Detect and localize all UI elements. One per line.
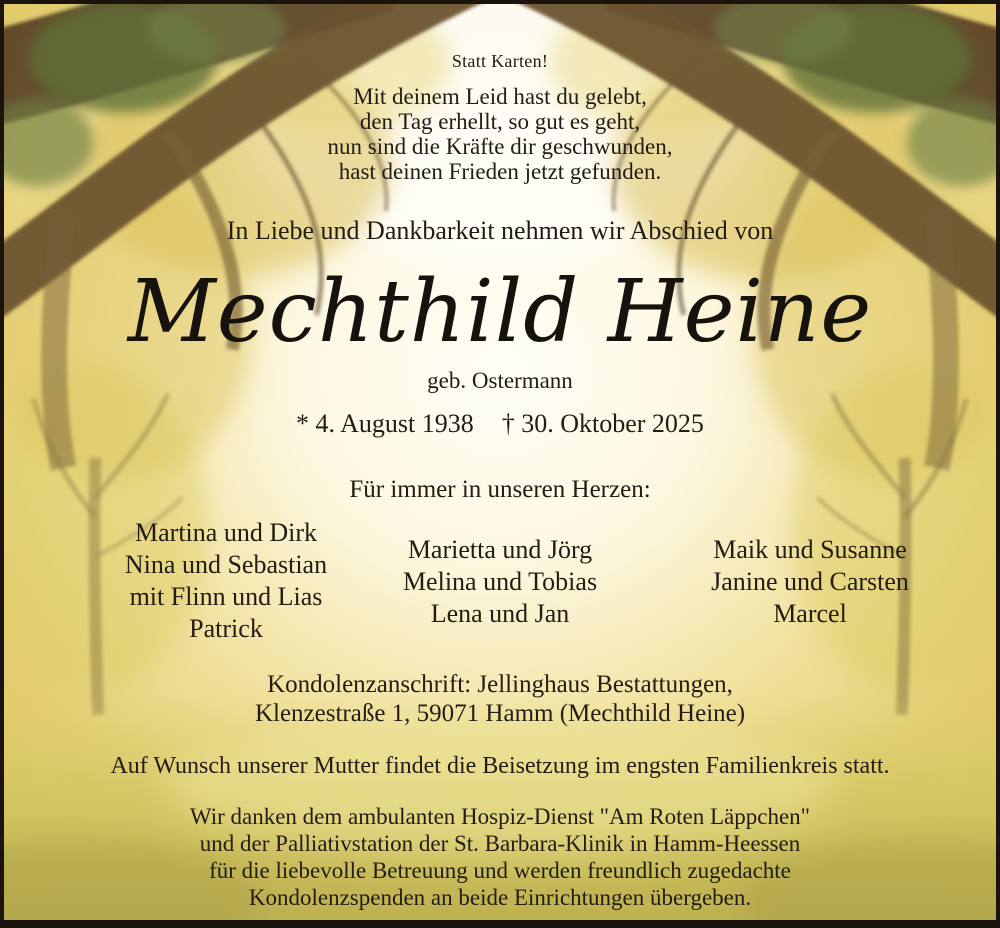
poem-line: hast deinen Frieden jetzt gefunden. — [338, 159, 662, 184]
condolence-line: Klenzestraße 1, 59071 Hamm (Mechthild Heine) — [254, 700, 746, 727]
notice-content — [4, 4, 996, 920]
deceased-name: Mechthild Heine — [127, 262, 873, 362]
mourners-section — [4, 517, 996, 662]
birth-date: * 4. August 1938 — [296, 409, 474, 438]
mourners-column-right — [610, 534, 1000, 630]
thanks-line: für die liebevolle Betreuung und werden freundlich zugedachte — [209, 858, 791, 883]
memorial-poem — [4, 84, 996, 184]
thanks-paragraph — [4, 803, 996, 911]
mourner-line: Marietta und Jörg — [407, 535, 593, 564]
pre-header: Statt Karten! — [451, 51, 549, 71]
mourner-line: Patrick — [189, 614, 263, 643]
farewell-intro: In Liebe und Dankbarkeit nehmen wir Abschied von — [226, 216, 774, 245]
thanks-line: Kondolenzspenden an beide Einrichtungen übergeben. — [248, 885, 752, 910]
condolence-line: Kondolenzanschrift: Jellinghaus Bestattungen, — [267, 671, 733, 698]
mourner-line: Martina und Dirk — [135, 518, 317, 547]
poem-line: nun sind die Kräfte dir geschwunden, — [327, 134, 673, 159]
mourner-line: Melina und Tobias — [402, 567, 598, 596]
poem-line: den Tag erhellt, so gut es geht, — [359, 109, 641, 134]
death-date: † 30. Oktober 2025 — [501, 409, 704, 438]
mourner-line: Marcel — [773, 599, 847, 628]
thanks-line: Wir danken dem ambulanten Hospiz-Dienst "Am Roten Läppchen" — [189, 804, 811, 829]
mourner-line: Nina und Sebastian — [124, 550, 328, 579]
mourner-line: Janine und Carsten — [711, 567, 909, 596]
funeral-note: Auf Wunsch unserer Mutter findet die Beisetzung im engsten Familienkreis statt. — [110, 753, 890, 779]
mourner-line: Lena und Jan — [430, 599, 570, 628]
hearts-line: Für immer in unseren Herzen: — [349, 476, 651, 503]
maiden-name: geb. Ostermann — [427, 368, 573, 393]
life-dates — [4, 409, 996, 439]
thanks-line: und der Palliativstation der St. Barbara-Klinik in Hamm-Heessen — [199, 831, 801, 856]
mourner-line: mit Flinn und Lias — [129, 582, 323, 611]
mourner-line: Maik und Susanne — [713, 535, 907, 564]
condolence-address — [4, 670, 996, 728]
poem-line: Mit deinem Leid hast du gelebt, — [353, 84, 647, 109]
